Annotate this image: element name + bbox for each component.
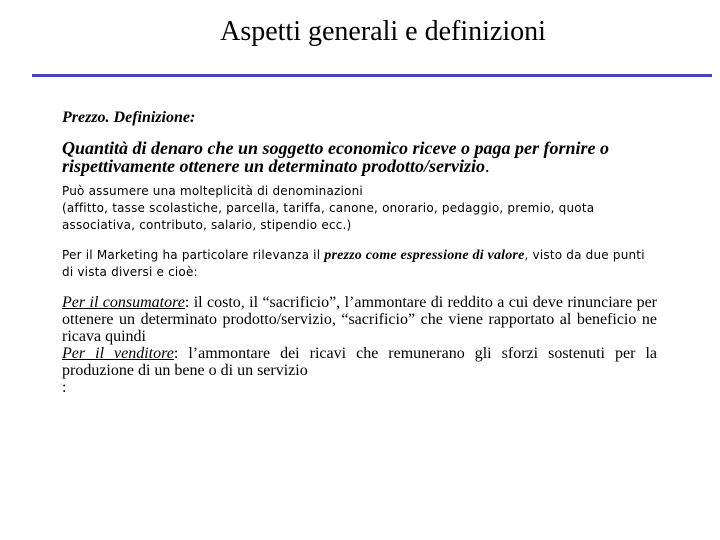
title-divider <box>32 74 712 77</box>
trailing-colon: : <box>62 379 67 396</box>
marketing-emphasis: prezzo come espressione di valore <box>324 248 525 263</box>
seller-label: Per il venditore <box>62 345 174 362</box>
seller-text: : l’ammontare dei ricavi che remunerano gli sforzi sostenuti per la produzione di un bene o di un servizio <box>62 345 657 379</box>
consumer-text: : il costo, il “sacrificio”, l’ammontare di reddito a cui deve rinunciare per ottenere un determinato prodotto/servizio, “sacrificio” che viene rapportato al beneficio ne ricava quindi <box>62 294 657 345</box>
marketing-text-start: Per il Marketing ha particolare rilevanza il <box>62 248 325 262</box>
denominations-list: (affitto, tasse scolastiche, parcella, tariffa, canone, onorario, pedaggio, premio, quota associativa, contributo, salario, stipendio ecc.) <box>62 201 595 232</box>
denominations-intro: Può assumere una molteplicità di denominazioni <box>62 184 363 198</box>
viewpoints-block <box>62 294 657 396</box>
marketing-text-end: , visto da due punti di vista diversi e cioè: <box>62 248 645 279</box>
denominations-paragraph <box>62 183 657 234</box>
definition-body: Quantità di denaro che un soggetto economico riceve o paga per fornire o rispettivamente ottenere un determinato prodotto/servizio <box>62 138 609 176</box>
definition-label: Prezzo. Definizione: <box>62 109 196 126</box>
seller-paragraph <box>62 345 657 379</box>
definition-text <box>62 139 657 175</box>
slide-content <box>62 108 657 396</box>
slide-title: Aspetti generali e definizioni <box>220 16 546 47</box>
consumer-paragraph <box>62 294 657 345</box>
definition-period: . <box>485 156 490 176</box>
consumer-label: Per il consumatore <box>62 294 185 311</box>
marketing-paragraph <box>62 247 657 281</box>
